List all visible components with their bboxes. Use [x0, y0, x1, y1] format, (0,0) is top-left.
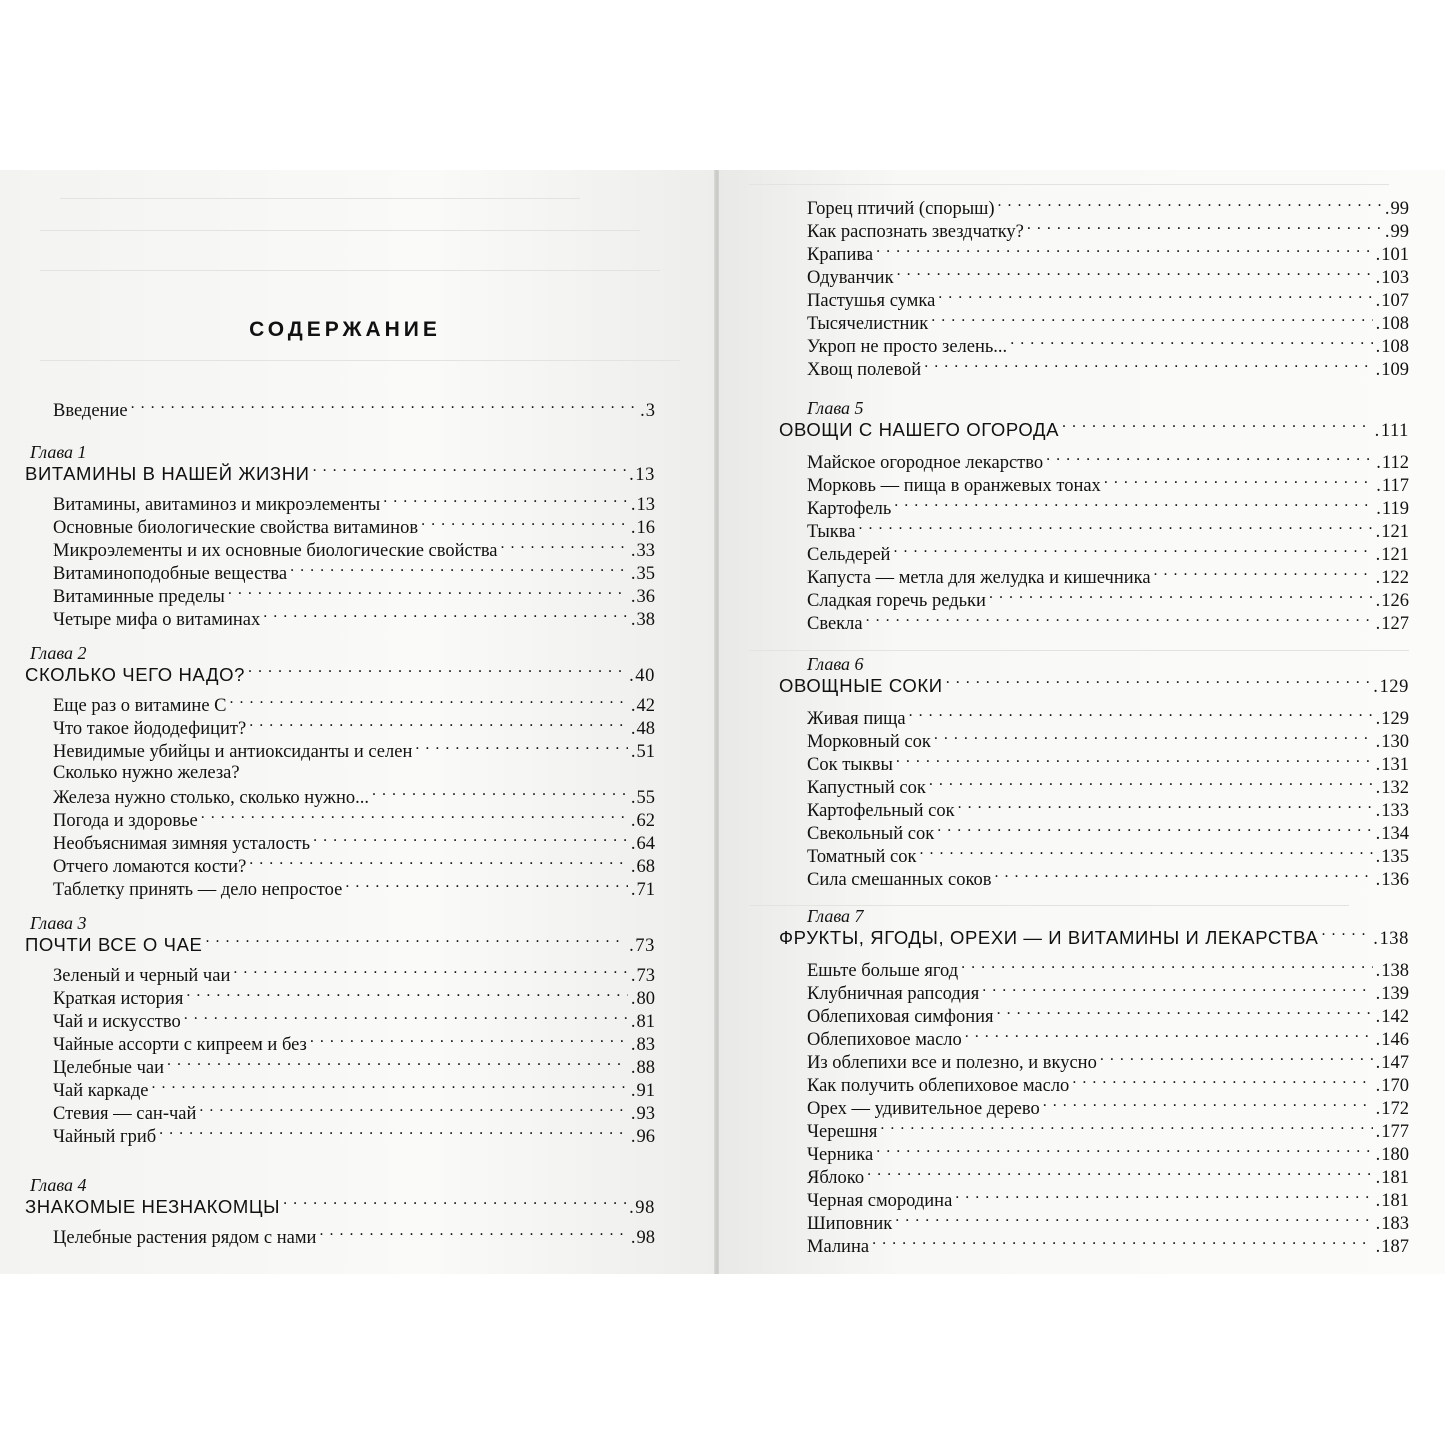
toc-entry: [807, 196, 1409, 219]
dot-leader: [1154, 565, 1373, 583]
dot-leader: [1072, 1073, 1372, 1091]
toc-entry: [53, 716, 655, 739]
toc-entry-label: Горец птичий (спорыш): [807, 199, 995, 219]
toc-entry-label: Капуста — метла для желудка и кишечника: [807, 568, 1151, 588]
toc-entry-page-number: . 107: [1376, 290, 1409, 313]
chapter-title-label: ЗНАКОМЫЕ НЕЗНАКОМЦЫ: [25, 1196, 281, 1217]
chapter-title: [25, 462, 655, 486]
left-page: [0, 170, 715, 1274]
toc-entry-label: Таблетку принять — дело непростое: [53, 880, 343, 900]
dot-leader: [151, 1078, 627, 1096]
toc-entry-page-number: . 36: [631, 586, 655, 609]
toc-entry-label: Целебные растения рядом с нами: [53, 1228, 317, 1248]
dot-leader: [995, 867, 1373, 885]
toc-entry-label: Витамины, авитаминоз и микроэлементы: [53, 495, 381, 515]
toc-entry-label: Клубничная рапсодия: [807, 984, 980, 1004]
chapter-number: Глава 1: [30, 442, 87, 462]
toc-entry: [807, 1050, 1409, 1073]
toc-entry-page-number: . 112: [1376, 452, 1409, 475]
chapter-title: [779, 674, 1409, 698]
dot-leader: [931, 311, 1372, 329]
dot-leader: [319, 1225, 627, 1243]
toc-entry-page-number: . 134: [1376, 823, 1409, 846]
toc-entry-label: Одуванчик: [807, 268, 894, 288]
dot-leader: [248, 663, 626, 681]
toc-entry: [53, 1009, 655, 1032]
dot-leader: [859, 519, 1373, 537]
toc-entry: [807, 1165, 1409, 1188]
toc-entry: [807, 798, 1409, 821]
dot-leader: [263, 607, 628, 625]
toc-entry-label: Орех — удивительное дерево: [807, 1099, 1040, 1119]
toc-entry-label: Свекольный сок: [807, 824, 935, 844]
dot-leader: [290, 561, 628, 579]
dot-leader: [937, 821, 1372, 839]
dot-leader: [501, 538, 628, 556]
dot-leader: [186, 986, 628, 1004]
toc-entry-page-number: . 170: [1376, 1075, 1409, 1098]
toc-entry-label: Погода и здоровье: [53, 811, 198, 831]
toc-entry-page-number: . 13: [631, 494, 655, 517]
toc-entry-page-number: . 73: [631, 965, 655, 988]
toc-entry: [53, 607, 655, 630]
chapter-title-label: ОВОЩНЫЕ СОКИ: [779, 675, 943, 696]
toc-entry: [53, 515, 655, 538]
toc-entry-page-number: . 126: [1376, 590, 1409, 613]
toc-entry-label: Чай и искусство: [53, 1012, 181, 1032]
toc-entry-page-number: . 96: [631, 1126, 655, 1149]
toc-entry-page-number: . 129: [1376, 708, 1409, 731]
toc-entry-page-number: . 132: [1376, 777, 1409, 800]
toc-entry-page-number: . 83: [631, 1034, 655, 1057]
toc-entry-label: Тыква: [807, 522, 856, 542]
toc-entry: [807, 450, 1409, 473]
dot-leader: [184, 1009, 628, 1027]
toc-entry: [53, 986, 655, 1009]
dot-leader: [131, 398, 638, 416]
toc-entry: [53, 1032, 655, 1055]
toc-entry-intro-label: Введение: [53, 401, 128, 421]
dot-leader: [1100, 1050, 1373, 1068]
chapter-title: [779, 418, 1409, 442]
chapter-title-page-number: . 111: [1375, 419, 1409, 443]
toc-entry-label: Микроэлементы и их основные биологические свойства: [53, 541, 498, 561]
toc-entry-page-number: . 101: [1376, 244, 1409, 267]
dot-leader: [997, 1004, 1373, 1022]
toc-entry-page-number: . 133: [1376, 800, 1409, 823]
toc-entry-page-number: . 64: [631, 833, 655, 856]
toc-entry-label: Пастушья сумка: [807, 291, 936, 311]
toc-entry-label: Морковный сок: [807, 732, 931, 752]
toc-entry: [53, 831, 655, 854]
toc-entry-label: Сок тыквы: [807, 755, 893, 775]
chapter-number: Глава 7: [807, 906, 864, 926]
dot-leader: [230, 693, 628, 711]
dot-leader: [876, 1142, 1372, 1160]
dot-leader: [313, 831, 628, 849]
toc-entry-label: Как распознать звездчатку?: [807, 222, 1024, 242]
chapter-title: [25, 663, 655, 687]
dot-leader: [946, 674, 1371, 692]
chapter-title: [779, 926, 1409, 950]
toc-entry-page-number: . 33: [631, 540, 655, 563]
toc-entry-label: Крапива: [807, 245, 874, 265]
dot-leader: [159, 1124, 628, 1142]
dot-leader: [895, 1211, 1372, 1229]
dot-leader: [961, 958, 1372, 976]
toc-entry: [807, 565, 1409, 588]
toc-entry: [53, 785, 655, 808]
dot-leader: [880, 1119, 1372, 1137]
toc-entry-label: Чайный гриб: [53, 1127, 157, 1147]
toc-entry-page-number: . 121: [1376, 521, 1409, 544]
toc-entry: [53, 561, 655, 584]
toc-entry-label: Стевия — сан-чай: [53, 1104, 197, 1124]
dot-leader: [872, 1234, 1373, 1252]
toc-entry-page-number: . 119: [1376, 498, 1409, 521]
toc-entry-page-number: . 131: [1376, 754, 1409, 777]
toc-entry-label: Четыре мифа о витаминах: [53, 610, 261, 630]
toc-entry: [53, 762, 655, 785]
chapter-title: [25, 1195, 655, 1219]
dot-leader: [249, 716, 628, 734]
toc-entry-label: Капустный сок: [807, 778, 926, 798]
toc-entry: [53, 739, 655, 762]
toc-entry-label: Витаминоподобные вещества: [53, 564, 288, 584]
toc-entry-label: Черника: [807, 1145, 874, 1165]
toc-entry-page-number: . 181: [1376, 1167, 1409, 1190]
toc-entry: [807, 1096, 1409, 1119]
toc-entry-label: Отчего ломаются кости?: [53, 857, 247, 877]
dot-leader: [965, 1027, 1373, 1045]
toc-entry-page-number: . 103: [1376, 267, 1409, 290]
chapter-number: Глава 6: [807, 654, 864, 674]
toc-entry-label: Что такое йододефицит?: [53, 719, 247, 739]
dot-leader: [893, 542, 1372, 560]
toc-entry-label: Из облепихи все и полезно, и вкусно: [807, 1053, 1097, 1073]
toc-entry-label: Сладкая горечь редьки: [807, 591, 986, 611]
toc-entry-label: Как получить облепиховое масло: [807, 1076, 1070, 1096]
toc-entry-label: Невидимые убийцы и антиоксиданты и селен: [53, 742, 413, 762]
chapter-number: Глава 3: [30, 913, 87, 933]
toc-entry: [807, 334, 1409, 357]
dot-leader: [249, 854, 628, 872]
toc-entry: [807, 1119, 1409, 1142]
dot-leader: [955, 1188, 1372, 1206]
toc-entry-label: Облепиховая симфония: [807, 1007, 994, 1027]
toc-entry: [807, 611, 1409, 634]
toc-entry-label: Шиповник: [807, 1214, 893, 1234]
dot-leader: [201, 808, 628, 826]
dot-leader: [313, 462, 626, 480]
toc-entry-label: Чай каркаде: [53, 1081, 149, 1101]
toc-entry-intro: [53, 398, 655, 421]
toc-entry-label: Свекла: [807, 614, 863, 634]
toc-entry-label: Необъяснимая зимняя усталость: [53, 834, 311, 854]
toc-entry: [807, 288, 1409, 311]
toc-entry-page-number: . 81: [631, 1011, 655, 1034]
toc-entry-page-number: . 147: [1376, 1052, 1409, 1075]
dot-leader: [205, 933, 626, 951]
toc-entry-page-number: . 80: [631, 988, 655, 1011]
toc-entry-page-number: . 121: [1376, 544, 1409, 567]
dot-leader: [310, 1032, 628, 1050]
toc-entry-page-number: . 139: [1376, 983, 1409, 1006]
right-page: [719, 170, 1445, 1274]
toc-entry: [807, 844, 1409, 867]
toc-entry-page-number: . 181: [1376, 1190, 1409, 1213]
toc-entry-page-number: . 42: [631, 695, 655, 718]
toc-entry-page-number: . 146: [1376, 1029, 1409, 1052]
toc-entry-label: Живая пища: [807, 709, 906, 729]
toc-entry-page-number: . 62: [631, 810, 655, 833]
chapter-title-label: ПОЧТИ ВСЕ О ЧАЕ: [25, 934, 203, 955]
dot-leader: [1010, 334, 1372, 352]
toc-entry: [807, 473, 1409, 496]
toc-entry: [53, 1078, 655, 1101]
toc-entry-label: Сельдерей: [807, 545, 891, 565]
toc-entry: [807, 958, 1409, 981]
toc-entry: [53, 1124, 655, 1147]
toc-entry-page-number: . 135: [1376, 846, 1409, 869]
toc-entry: [53, 877, 655, 900]
toc-entry: [807, 311, 1409, 334]
toc-entry-page-number: . 183: [1376, 1213, 1409, 1236]
chapter-title-label: СКОЛЬКО ЧЕГО НАДО?: [25, 664, 245, 685]
dot-leader: [1027, 219, 1382, 237]
toc-entry-page-number: . 35: [631, 563, 655, 586]
toc-title: СОДЕРЖАНИЕ: [249, 318, 441, 341]
toc-entry: [807, 1142, 1409, 1165]
toc-entry-page-number: . 117: [1376, 475, 1409, 498]
dot-leader: [372, 785, 628, 803]
toc-entry-page-number: . 109: [1376, 359, 1409, 382]
toc-entry: [807, 1004, 1409, 1027]
toc-entry-intro-page-number: . 3: [640, 400, 655, 423]
dot-leader: [934, 729, 1373, 747]
toc-entry-page-number: . 138: [1376, 960, 1409, 983]
dot-leader: [1046, 450, 1373, 468]
toc-entry-label: Сила смешанных соков: [807, 870, 992, 890]
toc-entry-page-number: . 180: [1376, 1144, 1409, 1167]
toc-entry-page-number: . 99: [1385, 198, 1409, 221]
chapter-number: Глава 5: [807, 398, 864, 418]
toc-entry-label: Еще раз о витамине С: [53, 696, 227, 716]
dot-leader: [1062, 418, 1372, 436]
toc-entry-page-number: . 177: [1376, 1121, 1409, 1144]
toc-entry: [53, 1101, 655, 1124]
toc-entry-page-number: . 99: [1385, 221, 1409, 244]
dot-leader: [199, 1101, 627, 1119]
chapter-title-page-number: . 40: [629, 664, 655, 688]
toc-entry: [807, 981, 1409, 1004]
toc-entry: [807, 1234, 1409, 1257]
toc-entry-label: Картофель: [807, 499, 892, 519]
chapter-number: Глава 2: [30, 643, 87, 663]
toc-entry: [807, 542, 1409, 565]
dot-leader: [998, 196, 1382, 214]
toc-entry-page-number: . 142: [1376, 1006, 1409, 1029]
dot-leader: [167, 1055, 628, 1073]
toc-entry: [53, 963, 655, 986]
chapter-title-page-number: . 73: [629, 934, 655, 958]
toc-entry: [807, 752, 1409, 775]
toc-entry-label: Майское огородное лекарство: [807, 453, 1044, 473]
toc-entry: [53, 538, 655, 561]
toc-entry-page-number: . 71: [631, 879, 655, 902]
toc-entry-label: Хвощ полевой: [807, 360, 922, 380]
chapter-title: [25, 933, 655, 957]
toc-entry-label: Чайные ассорти с кипреем и без: [53, 1035, 307, 1055]
dot-leader: [938, 288, 1372, 306]
toc-entry: [807, 821, 1409, 844]
chapter-number: Глава 4: [30, 1175, 87, 1195]
dot-leader: [421, 515, 628, 533]
dot-leader: [1104, 473, 1373, 491]
toc-entry-page-number: . 88: [631, 1057, 655, 1080]
toc-entry-page-number: . 55: [631, 787, 655, 810]
dot-leader: [958, 798, 1373, 816]
toc-entry: [807, 1211, 1409, 1234]
toc-entry-label: Целебные чаи: [53, 1058, 165, 1078]
toc-entry-page-number: . 51: [631, 741, 655, 764]
book-spread: [0, 170, 1445, 1274]
toc-entry-page-number: . 98: [631, 1227, 655, 1250]
dot-leader: [415, 739, 628, 757]
toc-entry-page-number: . 127: [1376, 613, 1409, 636]
toc-entry-label: Облепиховое масло: [807, 1030, 962, 1050]
toc-entry: [807, 219, 1409, 242]
toc-entry-label: Тысячелистник: [807, 314, 929, 334]
toc-entry-page-number: . 16: [631, 517, 655, 540]
chapter-title-page-number: . 138: [1373, 927, 1409, 951]
dot-leader: [1321, 926, 1370, 944]
dot-leader: [866, 611, 1373, 629]
toc-entry-label: Малина: [807, 1237, 870, 1257]
toc-entry: [807, 496, 1409, 519]
dot-leader: [989, 588, 1373, 606]
toc-entry: [53, 1225, 655, 1248]
toc-entry: [807, 519, 1409, 542]
toc-entry-label: Морковь — пища в оранжевых тонах: [807, 476, 1101, 496]
dot-leader: [897, 265, 1373, 283]
dot-leader: [920, 844, 1373, 862]
dot-leader: [896, 752, 1373, 770]
toc-entry-label: Черешня: [807, 1122, 878, 1142]
chapter-title-page-number: . 129: [1373, 675, 1409, 699]
toc-entry-label: Картофельный сок: [807, 801, 955, 821]
toc-entry-label: Краткая история: [53, 989, 184, 1009]
toc-entry-page-number: . 122: [1376, 567, 1409, 590]
toc-entry: [807, 1073, 1409, 1096]
toc-entry: [53, 854, 655, 877]
toc-entry: [53, 1055, 655, 1078]
dot-leader: [1043, 1096, 1373, 1114]
dot-leader: [228, 584, 628, 602]
dot-leader: [909, 706, 1373, 724]
dot-leader: [924, 357, 1372, 375]
chapter-title-page-number: . 13: [629, 463, 655, 487]
toc-entry: [53, 584, 655, 607]
toc-entry: [807, 706, 1409, 729]
toc-entry: [53, 492, 655, 515]
chapter-title-label: ВИТАМИНЫ В НАШЕЙ ЖИЗНИ: [25, 463, 310, 484]
dot-leader: [345, 877, 628, 895]
toc-entry-page-number: . 108: [1376, 336, 1409, 359]
dot-leader: [383, 492, 628, 510]
toc-entry-label: Яблоко: [807, 1168, 865, 1188]
toc-entry: [807, 1027, 1409, 1050]
toc-entry: [807, 775, 1409, 798]
toc-entry: [807, 242, 1409, 265]
toc-entry: [807, 265, 1409, 288]
toc-entry-page-number: . 48: [631, 718, 655, 741]
toc-entry: [807, 1188, 1409, 1211]
dot-leader: [982, 981, 1372, 999]
toc-entry-page-number: . 136: [1376, 869, 1409, 892]
toc-entry-page-number: . 172: [1376, 1098, 1409, 1121]
toc-entry-label: Витаминные пределы: [53, 587, 225, 607]
chapter-title-page-number: . 98: [629, 1196, 655, 1220]
toc-entry-page-number: . 38: [631, 609, 655, 632]
chapter-title-label: ОВОЩИ С НАШЕГО ОГОРОДА: [779, 419, 1060, 440]
toc-entry: [53, 693, 655, 716]
dot-leader: [233, 963, 628, 981]
toc-entry-label: Томатный сок: [807, 847, 917, 867]
dot-leader: [283, 1195, 626, 1213]
toc-entry: [807, 867, 1409, 890]
toc-entry-label: Ешьте больше ягод: [807, 961, 959, 981]
toc-entry-label: Основные биологические свойства витаминов: [53, 518, 419, 538]
toc-entry-label: Укроп не просто зелень...: [807, 337, 1008, 357]
dot-leader: [867, 1165, 1373, 1183]
toc-entry-page-number: . 93: [631, 1103, 655, 1126]
toc-entry-page-number: . 108: [1376, 313, 1409, 336]
toc-entry-page-number: . 130: [1376, 731, 1409, 754]
toc-entry-label: Железа нужно столько, сколько нужно...: [53, 788, 369, 808]
toc-entry-label: Черная смородина: [807, 1191, 953, 1211]
chapter-title-label: ФРУКТЫ, ЯГОДЫ, ОРЕХИ — И ВИТАМИНЫ И ЛЕКАРСТВА: [779, 927, 1319, 948]
dot-leader: [894, 496, 1373, 514]
toc-entry: [807, 357, 1409, 380]
toc-entry: [807, 588, 1409, 611]
toc-entry-label: Сколько нужно железа?: [53, 763, 240, 783]
toc-entry: [53, 808, 655, 831]
dot-leader: [929, 775, 1373, 793]
toc-entry-page-number: . 68: [631, 856, 655, 879]
toc-entry-label: Зеленый и черный чаи: [53, 966, 231, 986]
dot-leader: [876, 242, 1373, 260]
toc-entry-page-number: . 91: [631, 1080, 655, 1103]
toc-entry-page-number: . 187: [1376, 1236, 1409, 1259]
toc-entry: [807, 729, 1409, 752]
